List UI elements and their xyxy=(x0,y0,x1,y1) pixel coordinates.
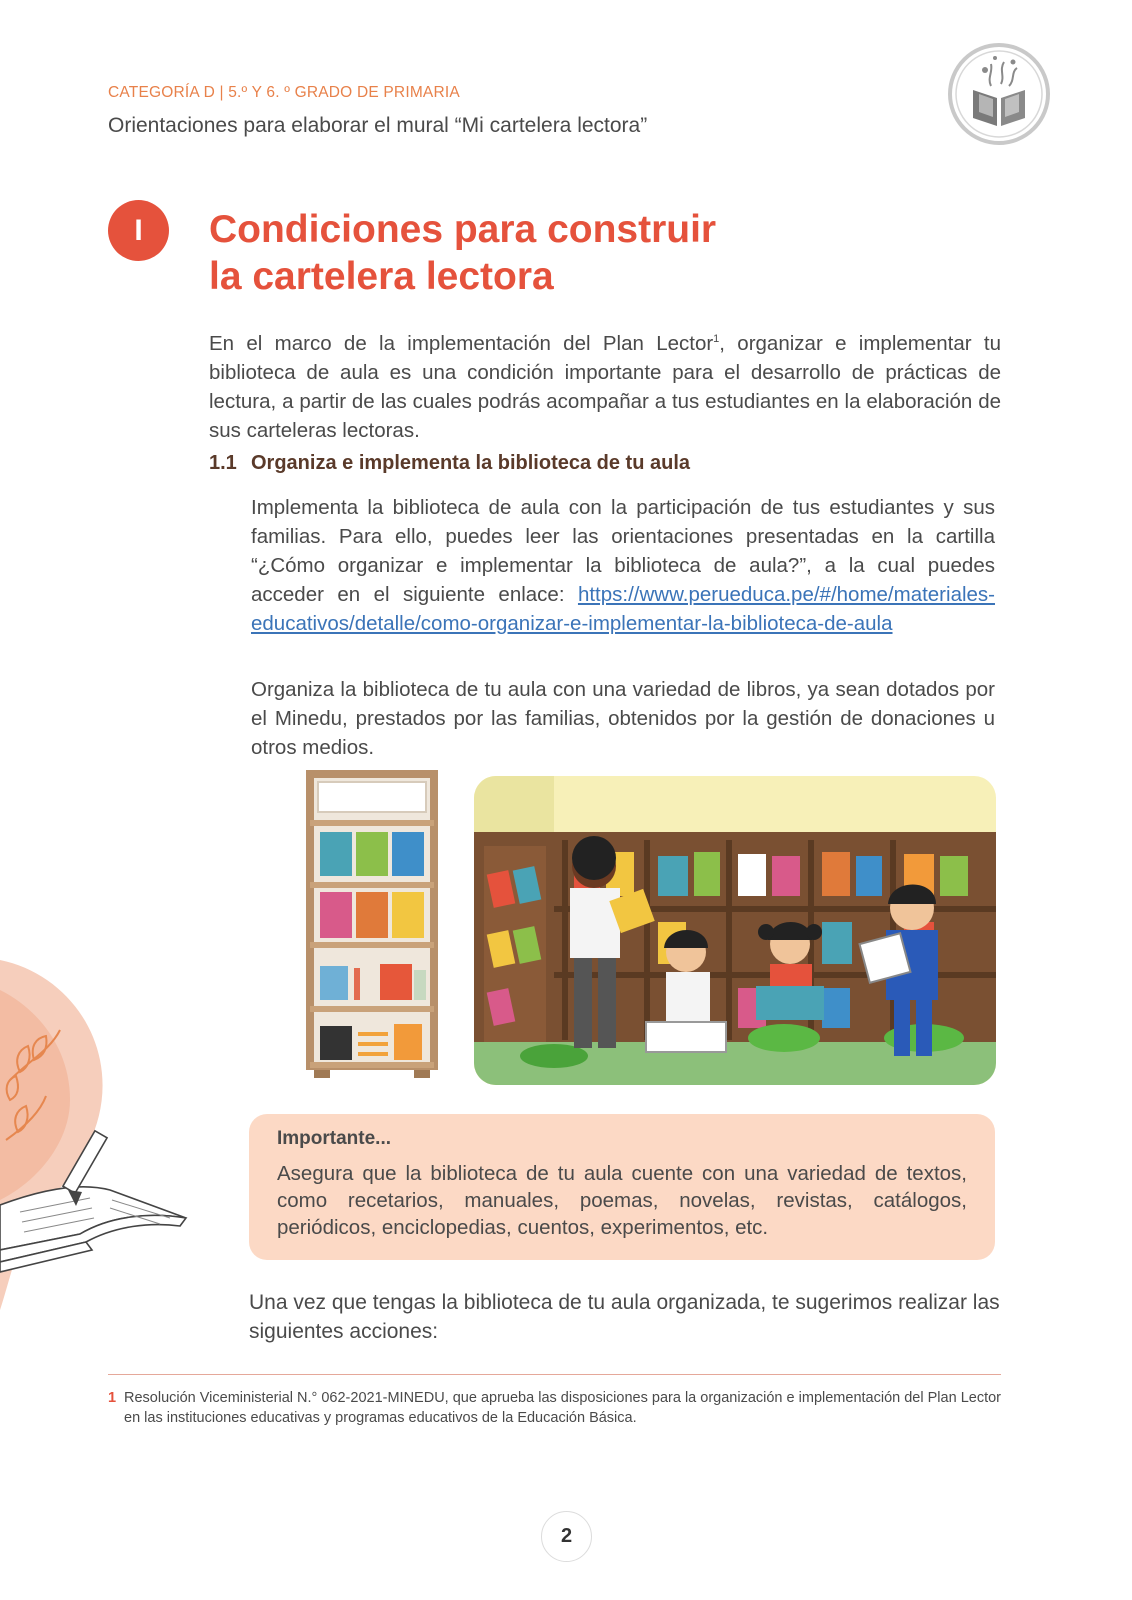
footnote-text: Resolución Viceministerial N.° 062-2021-MINEDU, que aprueba las disposiciones para la organización e implementación del Plan Lector en las instituciones educativas y programas educativos de la Educación Básica. xyxy=(124,1390,1001,1426)
bookshelf-illustration xyxy=(306,770,438,1082)
children-reading-illustration xyxy=(474,776,996,1085)
implement-paragraph xyxy=(251,493,995,638)
section-number-badge: I xyxy=(108,200,169,261)
section-title-line-2: la cartelera lectora xyxy=(209,255,554,298)
subsection-heading xyxy=(209,452,690,475)
section-title-line-1: Condiciones para construir xyxy=(209,208,717,251)
category-label: CATEGORÍA D | 5.º Y 6. º GRADO DE PRIMARIA xyxy=(108,84,460,101)
closing-paragraph: Una vez que tengas la biblioteca de tu aula organizada, te sugerimos realizar las siguientes acciones: xyxy=(249,1291,1000,1343)
subsection-number: 1.1 xyxy=(209,452,237,474)
open-book-pencil-illustration-icon xyxy=(0,950,200,1340)
important-title: Importante... xyxy=(277,1128,392,1149)
organize-paragraph: Organiza la biblioteca de tu aula con una variedad de libros, ya sean dotados por el Minedu, prestados por las familias, obtenidos por la gestión de donaciones u otros medios. xyxy=(251,678,995,759)
page-number: 2 xyxy=(541,1511,592,1562)
implement-text: Implementa la biblioteca de aula con la participación de tus estudiantes y sus familias. Para ello, puedes leer las orientaciones presentadas en la cartilla “¿Cómo organizar e implementar la biblioteca de aula?”, a la cual puedes acceder en el siguiente enlace: xyxy=(251,496,995,606)
footnote-number: 1 xyxy=(108,1390,117,1406)
book-reading-logo-icon xyxy=(947,42,1051,146)
important-callout xyxy=(249,1114,995,1260)
subsection-title: Organiza e implementa la biblioteca de tu aula xyxy=(251,452,691,474)
intro-text-after: , organizar e implementar tu biblioteca de aula es una condición importante para el desarrollo de prácticas de lectura, a partir de las cuales podrás acompañar a tus estudiantes en la elaboración de sus carteleras lectoras. xyxy=(209,331,1001,442)
footnote-ref[interactable]: 1 xyxy=(713,333,720,345)
intro-paragraph xyxy=(209,325,1001,445)
perueduca-link[interactable]: https://www.perueduca.pe/#/home/materiales-educativos/detalle/como-organizar-e-implementar-la-biblioteca-de-aula xyxy=(251,583,995,635)
footnote xyxy=(108,1388,1001,1428)
footnote-divider xyxy=(108,1374,1001,1375)
intro-text-before: En el marco de la implementación del Plan Lector xyxy=(209,331,714,355)
important-text: Asegura que la biblioteca de tu aula cuente con una variedad de textos, como recetarios, manuales, poemas, novelas, revistas, catálogos, periódicos, enciclopedias, cuentos, experimentos, etc. xyxy=(277,1162,967,1239)
document-subtitle: Orientaciones para elaborar el mural “Mi cartelera lectora” xyxy=(108,114,648,137)
section-title xyxy=(209,206,909,300)
